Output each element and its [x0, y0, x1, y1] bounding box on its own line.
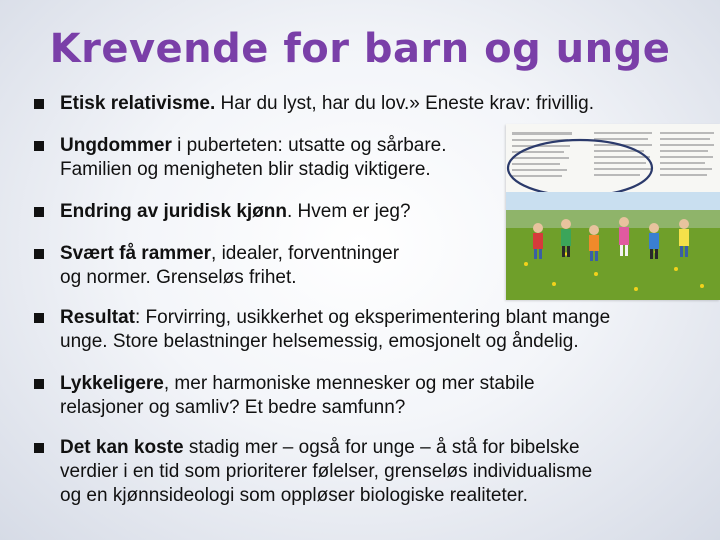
newspaper-clipping-image: [506, 124, 720, 300]
bullet-text: Har du lyst, har du lov.» Eneste krav: frivillig.: [215, 93, 595, 114]
bullet-text-line2: og normer. Grenseløs frihet.: [60, 267, 297, 288]
bullet-text: , mer harmoniske mennesker og mer stabile: [163, 373, 535, 394]
bullet-text: : Forvirring, usikkerhet og eksperimentering blant mange: [134, 307, 611, 328]
bullet-text: i puberteten: utsatte og sårbare.: [171, 135, 447, 156]
bullet-bold: Ungdommer: [60, 135, 172, 156]
square-bullet-icon: [34, 207, 44, 217]
bullet-text-line2: verdier i en tid som prioriterer følelser, grenseløs individualisme: [60, 461, 593, 482]
bullet-item: [34, 306, 610, 354]
bullet-text-line2: relasjoner og samliv? Et bedre samfunn?: [60, 397, 406, 418]
bullet-bold: Det kan koste: [60, 437, 184, 458]
bullet-text-line3: og en kjønnsideologi som oppløser biologiske realiteter.: [60, 485, 528, 506]
bullet-text-line2: Familien og menigheten blir stadig viktigere.: [60, 159, 431, 180]
square-bullet-icon: [34, 379, 44, 389]
bullet-item: [34, 372, 535, 420]
square-bullet-icon: [34, 313, 44, 323]
bullet-text: . Hvem er jeg?: [286, 201, 411, 222]
bullet-bold: Etisk relativisme.: [60, 93, 216, 114]
bullet-item: [34, 200, 411, 224]
bullet-bold: Lykkeligere: [60, 373, 164, 394]
bullet-item: [34, 134, 447, 182]
slide-title: Krevende for barn og unge: [49, 26, 671, 72]
square-bullet-icon: [34, 443, 44, 453]
square-bullet-icon: [34, 249, 44, 259]
bullet-bold: Svært få rammer: [60, 243, 212, 264]
bullet-bold: Resultat: [60, 307, 135, 328]
bullet-bold: Endring av juridisk kjønn: [60, 201, 287, 222]
bullet-text: , idealer, forventninger: [211, 243, 400, 264]
bullet-text: stadig mer – også for unge – å stå for bibelske: [183, 437, 580, 458]
bullet-text-line2: unge. Store belastninger helsemessig, emosjonelt og åndelig.: [60, 331, 579, 352]
newspaper-clipping-illustration: [506, 124, 720, 300]
bullet-item: [34, 242, 399, 290]
square-bullet-icon: [34, 99, 44, 109]
square-bullet-icon: [34, 141, 44, 151]
bullet-item: [34, 92, 594, 116]
bullet-item: [34, 436, 592, 508]
